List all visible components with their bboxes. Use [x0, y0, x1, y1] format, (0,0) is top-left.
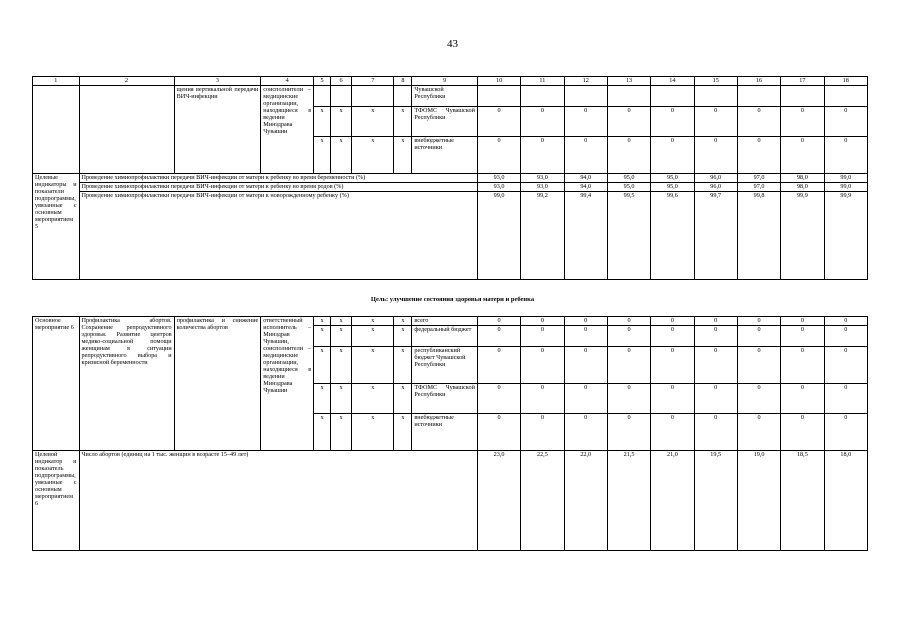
- value-cell: 22,0: [564, 451, 607, 551]
- value-cell: 0: [564, 137, 607, 174]
- value-cell: 0: [521, 347, 564, 384]
- value-cell: 0: [651, 414, 694, 451]
- value-cell: 0: [607, 414, 650, 451]
- value-cell: 0: [824, 384, 867, 414]
- col-num: 3: [174, 77, 261, 86]
- value-cell: 98,0: [781, 183, 824, 192]
- code-cell: х: [314, 137, 331, 174]
- code-cell: х: [331, 137, 352, 174]
- col-num: 6: [331, 77, 352, 86]
- column-number-row: [33, 77, 868, 86]
- col-num: 18: [824, 77, 867, 86]
- value-cell: 93,0: [521, 174, 564, 183]
- value-cell: 95,0: [607, 174, 650, 183]
- value-cell: 0: [737, 414, 780, 451]
- code-cell: х: [314, 107, 331, 137]
- value-cell: 19,5: [694, 451, 737, 551]
- col-num: 5: [314, 77, 331, 86]
- col-num: 15: [694, 77, 737, 86]
- code-cell: х: [394, 137, 412, 174]
- funding-source: всего: [412, 317, 478, 326]
- value-cell: 97,0: [737, 183, 780, 192]
- activity-cell: Основное мероприятие 6: [33, 317, 80, 451]
- code-cell: х: [331, 347, 352, 384]
- value-cell: 0: [477, 107, 520, 137]
- value-cell: 0: [781, 384, 824, 414]
- col-num: 16: [737, 77, 780, 86]
- value-cell: 0: [824, 107, 867, 137]
- code-cell: х: [394, 317, 412, 326]
- indicator-text: Число абортов (единиц на 1 тыс. женщин в возрасте 15–49 лет): [79, 451, 477, 551]
- funding-source: внебюджетные источники: [412, 414, 478, 451]
- value-cell: 0: [651, 137, 694, 174]
- value-cell: 96,0: [694, 174, 737, 183]
- col-num: 11: [521, 77, 564, 86]
- goal-heading: Цель: улучшение состояния здоровья матери и ребенка: [370, 296, 535, 303]
- value-cell: 0: [607, 326, 650, 347]
- value-cell: 0: [737, 326, 780, 347]
- code-cell: х: [394, 347, 412, 384]
- value-cell: 0: [824, 317, 867, 326]
- code-cell: х: [314, 317, 331, 326]
- value-cell: 94,0: [564, 174, 607, 183]
- col-num: 13: [607, 77, 650, 86]
- value-cell: [607, 86, 650, 107]
- value-cell: 93,0: [477, 183, 520, 192]
- activity-name-cell: Профилактика абортов. Сохранение репродуктивного здоровья. Развитие центров медико-социальной помощи женщинам в ситуации репродуктивного выбора и кризисной беременности: [79, 317, 174, 451]
- value-cell: 95,0: [607, 183, 650, 192]
- table-row: [33, 183, 868, 192]
- table-row: [33, 174, 868, 183]
- activity-cell: [33, 86, 80, 174]
- value-cell: 99,0: [824, 183, 867, 192]
- code-cell: х: [394, 107, 412, 137]
- expected-result-cell: щения вертикальной передачи ВИЧ-инфекции: [174, 86, 261, 174]
- code-cell: х: [331, 384, 352, 414]
- col-num: 10: [477, 77, 520, 86]
- value-cell: 0: [564, 414, 607, 451]
- value-cell: 0: [477, 384, 520, 414]
- value-cell: 19,0: [737, 451, 780, 551]
- value-cell: 99,2: [521, 192, 564, 280]
- target-indicator-label: Целевые индикаторы и показатели подпрограммы, увязанные с основным мероприятием 5: [33, 174, 80, 280]
- value-cell: 0: [477, 414, 520, 451]
- value-cell: 0: [694, 107, 737, 137]
- funding-source: федеральный бюджет: [412, 326, 478, 347]
- value-cell: 0: [477, 137, 520, 174]
- value-cell: 0: [694, 384, 737, 414]
- value-cell: 0: [564, 317, 607, 326]
- code-cell: [352, 86, 394, 107]
- value-cell: 0: [521, 326, 564, 347]
- table-part-2: [32, 316, 868, 551]
- value-cell: [521, 86, 564, 107]
- table-row: [33, 192, 868, 280]
- value-cell: 0: [781, 414, 824, 451]
- value-cell: [477, 86, 520, 107]
- value-cell: 0: [564, 326, 607, 347]
- value-cell: 95,0: [651, 183, 694, 192]
- value-cell: 98,0: [781, 174, 824, 183]
- value-cell: 0: [694, 326, 737, 347]
- table-row: [33, 86, 868, 107]
- table-row: [33, 451, 868, 551]
- value-cell: 18,0: [824, 451, 867, 551]
- code-cell: х: [331, 317, 352, 326]
- value-cell: 0: [824, 137, 867, 174]
- value-cell: 0: [694, 137, 737, 174]
- code-cell: х: [394, 384, 412, 414]
- code-cell: [314, 86, 331, 107]
- code-cell: х: [394, 414, 412, 451]
- value-cell: 0: [651, 384, 694, 414]
- code-cell: х: [314, 414, 331, 451]
- value-cell: 96,0: [694, 183, 737, 192]
- value-cell: 0: [694, 317, 737, 326]
- value-cell: 95,0: [651, 174, 694, 183]
- value-cell: 0: [607, 137, 650, 174]
- value-cell: 0: [651, 317, 694, 326]
- page-number: 43: [447, 38, 458, 50]
- value-cell: 23,0: [477, 451, 520, 551]
- value-cell: 0: [781, 107, 824, 137]
- funding-source: внебюджетные источники: [412, 137, 478, 174]
- value-cell: 99,6: [651, 192, 694, 280]
- value-cell: [737, 86, 780, 107]
- value-cell: 0: [737, 137, 780, 174]
- value-cell: [781, 86, 824, 107]
- value-cell: 0: [607, 347, 650, 384]
- value-cell: 0: [651, 347, 694, 384]
- col-num: 4: [261, 77, 314, 86]
- value-cell: 0: [694, 414, 737, 451]
- value-cell: 0: [564, 107, 607, 137]
- value-cell: 99,5: [607, 192, 650, 280]
- value-cell: 93,0: [477, 174, 520, 183]
- target-indicator-label: Целевой индикатор и показатель подпрограммы, увязанные с основным мероприятием 6: [33, 451, 80, 551]
- value-cell: 94,0: [564, 183, 607, 192]
- value-cell: 0: [781, 326, 824, 347]
- col-num: 1: [33, 77, 80, 86]
- value-cell: 0: [521, 384, 564, 414]
- value-cell: 0: [607, 317, 650, 326]
- value-cell: 0: [607, 384, 650, 414]
- table-part-1: [32, 76, 868, 280]
- funding-source: республиканский бюджет Чувашской Республики: [412, 347, 478, 384]
- value-cell: 0: [521, 107, 564, 137]
- col-num: 7: [352, 77, 394, 86]
- activity-name-cell: [79, 86, 174, 174]
- value-cell: 99,8: [737, 192, 780, 280]
- code-cell: х: [331, 326, 352, 347]
- value-cell: 0: [824, 347, 867, 384]
- value-cell: 0: [607, 107, 650, 137]
- indicator-text: Проведение химиопрофилактики передачи ВИЧ-инфекции от матери к ребенку во время беременности (%): [79, 174, 477, 183]
- value-cell: 0: [651, 107, 694, 137]
- code-cell: х: [331, 107, 352, 137]
- value-cell: 99,9: [824, 192, 867, 280]
- value-cell: 0: [694, 347, 737, 384]
- value-cell: 0: [781, 137, 824, 174]
- value-cell: 99,7: [694, 192, 737, 280]
- code-cell: х: [352, 384, 394, 414]
- value-cell: 97,0: [737, 174, 780, 183]
- value-cell: [824, 86, 867, 107]
- col-num: 9: [412, 77, 478, 86]
- col-num: 14: [651, 77, 694, 86]
- code-cell: х: [331, 414, 352, 451]
- value-cell: 22,5: [521, 451, 564, 551]
- value-cell: 99,9: [781, 192, 824, 280]
- code-cell: х: [352, 347, 394, 384]
- code-cell: [331, 86, 352, 107]
- value-cell: 21,0: [651, 451, 694, 551]
- value-cell: 0: [737, 107, 780, 137]
- value-cell: 0: [521, 137, 564, 174]
- value-cell: 0: [564, 384, 607, 414]
- value-cell: 0: [824, 414, 867, 451]
- value-cell: 0: [521, 414, 564, 451]
- value-cell: 0: [737, 317, 780, 326]
- value-cell: 0: [737, 384, 780, 414]
- value-cell: 0: [781, 317, 824, 326]
- code-cell: х: [352, 137, 394, 174]
- value-cell: 99,0: [824, 174, 867, 183]
- value-cell: 0: [824, 326, 867, 347]
- col-num: 2: [79, 77, 174, 86]
- code-cell: [394, 86, 412, 107]
- value-cell: 0: [781, 347, 824, 384]
- value-cell: 0: [737, 347, 780, 384]
- code-cell: х: [352, 414, 394, 451]
- value-cell: 99,0: [477, 192, 520, 280]
- value-cell: 0: [477, 326, 520, 347]
- indicator-text: Проведение химиопрофилактики передачи ВИЧ-инфекции от матери к новорожденному ребенку (%): [79, 192, 477, 280]
- indicator-text: Проведение химиопрофилактики передачи ВИЧ-инфекции от матери к ребенку во время родов (%): [79, 183, 477, 192]
- value-cell: 0: [564, 347, 607, 384]
- funding-source: ТФОМС Чувашской Республики: [412, 384, 478, 414]
- value-cell: [651, 86, 694, 107]
- expected-result-cell: профилактика и снижение количества абортов: [174, 317, 261, 451]
- value-cell: 0: [477, 347, 520, 384]
- value-cell: 99,4: [564, 192, 607, 280]
- col-num: 8: [394, 77, 412, 86]
- value-cell: 0: [477, 317, 520, 326]
- executor-cell: соисполнители – медицинские организации, находящиеся в ведении Минздрава Чувашии: [261, 86, 314, 174]
- value-cell: 93,0: [521, 183, 564, 192]
- col-num: 12: [564, 77, 607, 86]
- code-cell: х: [352, 317, 394, 326]
- funding-source: ТФОМС Чувашской Республики: [412, 107, 478, 137]
- funding-source: Чувашской Республики: [412, 86, 478, 107]
- code-cell: х: [314, 326, 331, 347]
- table-row: [33, 317, 868, 326]
- value-cell: 21,5: [607, 451, 650, 551]
- value-cell: 0: [521, 317, 564, 326]
- col-num: 17: [781, 77, 824, 86]
- value-cell: 0: [651, 326, 694, 347]
- code-cell: х: [314, 347, 331, 384]
- value-cell: [694, 86, 737, 107]
- value-cell: 18,5: [781, 451, 824, 551]
- code-cell: х: [314, 384, 331, 414]
- code-cell: х: [394, 326, 412, 347]
- code-cell: х: [352, 326, 394, 347]
- value-cell: [564, 86, 607, 107]
- code-cell: х: [352, 107, 394, 137]
- executor-cell: ответственный исполнитель – Минздрав Чувашии, соисполнители – медицинские организации, находящиеся в ведении Минздрава Чувашии: [261, 317, 314, 451]
